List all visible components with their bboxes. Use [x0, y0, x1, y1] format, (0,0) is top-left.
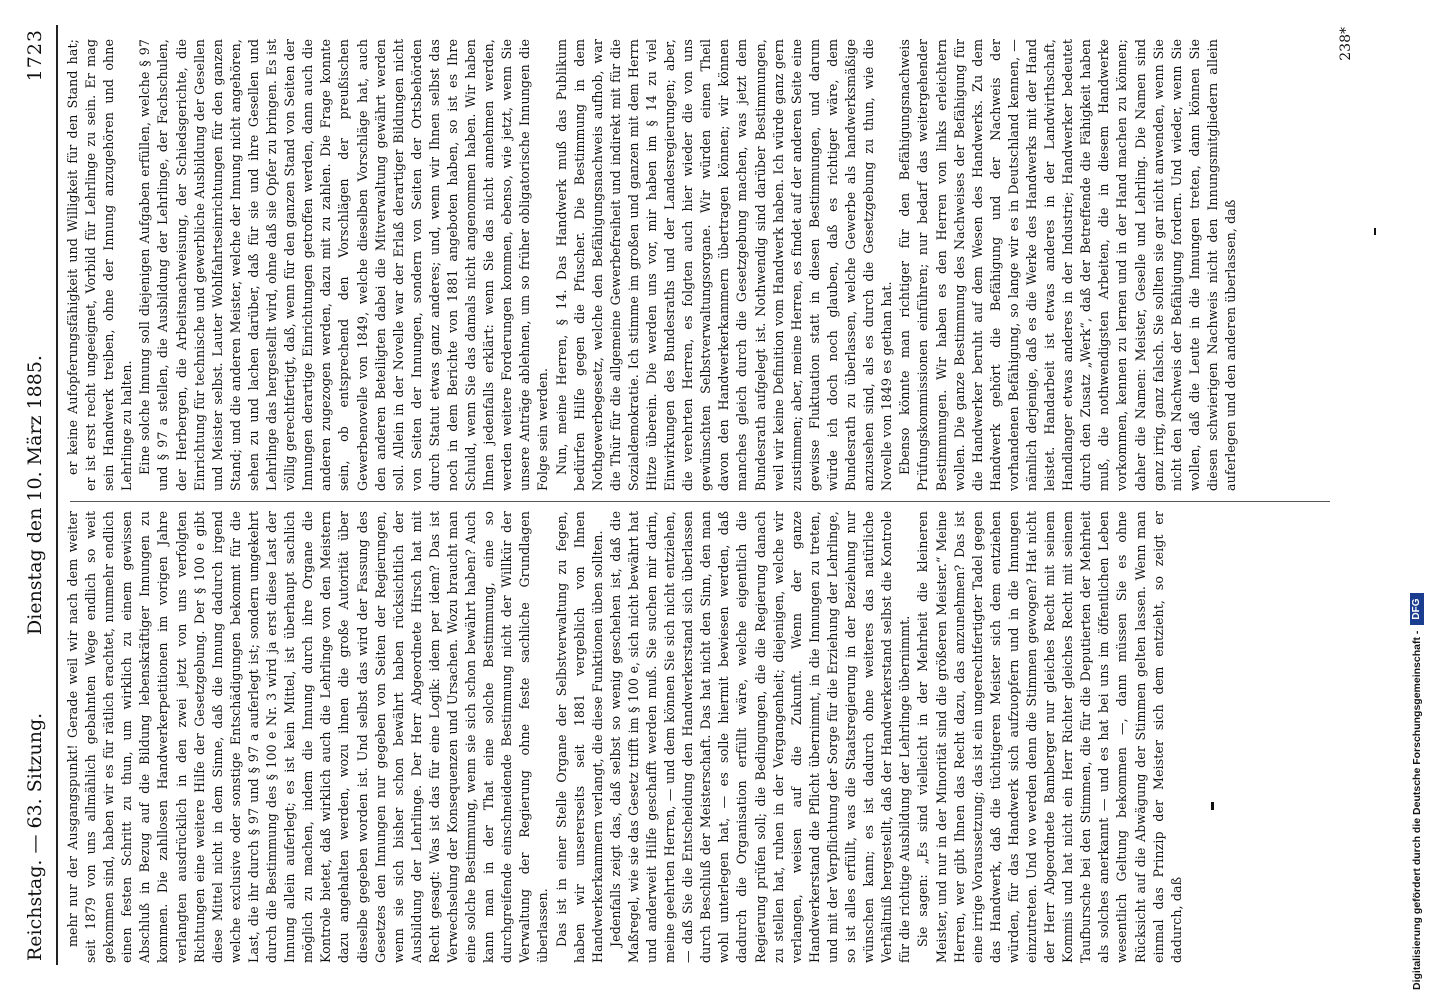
dfg-logo: DFG: [1410, 594, 1424, 625]
page-number: 1723: [24, 29, 46, 82]
scan-mark: [1211, 802, 1214, 810]
left-column: [64, 511, 1334, 963]
paragraph: Jedenfalls zeigt das, daß selbst so wenig geschehen ist, daß die Maßregel, wie sie das Gesetz trifft im § 100 e, sich nicht bewährt hat und anderweit Hilfe geschafft werden muß. Sie suchen mir darin, meine geehrten Herren, — und dem können Sie sich nicht entziehen, — daß Sie die Entscheidung den Handwerkerstand sich überlassen durch Beschluß der Meisterschaft. Das hat nicht den Sinn, den man wohl unterlegen hat, — es solle hiermit bewiesen werden, daß dadurch die Organisation erfüllt wäre, welche eigentlich die Regierung prüfen soll; die Bedingungen, die die Regierung danach zu stellen hat, ruhen in der Vergangenheit; diejenigen, welche wir verlangen, weisen auf die Zukunft. Wenn der ganze Handwerkerstand die Pflicht übernimmt, in die Innungen zu treten, und mit der Verpflichtung der Sorge für die Erziehung der Lehrlinge, so ist alles erfüllt, was die Staatsregierung in der Beziehung nur wünschen kann; es ist dadurch ohne weiteres das natürliche Verhältniß hergestellt, daß der Handwerkerstand selbst die Kontrole für die richtige Ausbildung der Lehrlinge übernimmt.: [607, 511, 913, 963]
header-date: Dienstag den 10. März 1885.: [24, 355, 46, 635]
dfg-label: [1406, 6, 1428, 994]
column-divider: [70, 501, 1330, 502]
header-left: Reichstag. — 63. Sitzung.: [24, 712, 46, 961]
rotated-page: [0, 15, 1380, 975]
paragraph: Sie sagen: „Es sind vielleicht in der Mehrheit die kleineren Meister, und nur in der Minorität sind die größeren Meister.“ Meine Herren, wer gibt Ihnen das Recht dazu, das anzunehmen? Das ist eine irrige Voraussetzung; das ist ein ungerechtfertigter Tadel gegen das Handwerk, daß die tüchtigeren Meister sich dem entziehen würden, für das Handwerk sich aufzuopfern und in die Innungen einzutreten. Und wo werden denn die Stimmen gewogen? Hat nicht der Herr Abgeordnete Bamberger nur gleiches Recht mit seinem Kommis und hat nicht ein Herr Richter gleiches Recht mit seinem Taufbursche bei den Stimmen, die für die Deputierten der Mehrheit als solches anerkannt — und es hat bei uns im öffentlichen Leben wesentlich Geltung bekommen —, dann müssen Sie es ohne Rücksicht auf die Abwägung der Stimmen gelten lassen. Wenn man einmal das Prinzip der Meister sich dem entzieht, so zeigt er dadurch, daß: [915, 511, 1184, 963]
paragraph: Eine solche Innung soll diejenigen Aufgaben erfüllen, welche § 97 und § 97 a stellen, die Ausbildung der Lehrlinge, der Fachschulen, der Herbergen, die Arbeitsnachweisung, der Schiedsgerichte, die Einrichtung für technische und gewerbliche Ausbildung der Gesellen und Meister selbst. Lauter Wohlfahrtseinrichtungen für den ganzen Stand; und die anderen Meister, welche der Innung nicht angehören, sehen zu und lachen darüber, daß für sie und ihre Gesellen und Lehrlinge das hergestellt wird, ohne daß sie Opfer zu bringen. Es ist völlig gerechtfertigt, daß, wenn für den ganzen Stand von Seiten der Innungen derartige Einrichtungen getroffen werden, dann auch die anderen zugezogen werden, dazu mit zu zahlen. Die Frage konnte sein, ob entsprechend den Vorschlägen der preußischen Gewerbenovelle von 1849, welche dieselben Vorschläge hat, auch den anderen Beteiligten dabei die Mitverwaltung gewährt werden soll. Allein in der Novelle war der Erlaß derartiger Bildungen nicht von Seiten der Innungen, sondern von Seiten der Ortsbehörden durch Statut etwas ganz anderes; und, wenn wir Ihnen selbst das noch in dem Berichte von 1881 angeboten haben, so ist es Ihre Schuld, wenn Sie das damals nicht angenommen haben. Wir haben Ihnen jedenfalls erklärt: wenn Sie das nicht annehmen werden, werden weitere Forderungen kommen, ebenso, wie jetzt, wenn Sie unsere Anträge ablehnen, um so früher obligatorische Innungen die Folge sein werden.: [137, 39, 551, 491]
right-column: [64, 39, 1334, 491]
paragraph: Das ist in einer Stelle Organe der Selbstverwaltung zu fegen, haben wir unsererseits seit 1881 vergeblich von Ihnen Handwerkerkammern verlangt, die diese Funktionen üben sollten.: [553, 511, 605, 963]
printer-signature: 238*: [1338, 27, 1354, 61]
scan-mark: [1374, 228, 1376, 235]
paragraph: Nun, meine Herren, § 14. Das Handwerk muß das Publikum bedürfen Hilfe gegen die Pfuscher. Die Bestimmung in dem Nothgewerbegesetz, welche den Befähigungsnachweis aufhob, war die Thür für die allgemeine Gewerbefreiheit und indirekt mit für die Sozialdemokratie. Ich stimme im großen und ganzen mit dem Herrn Hitze überein. Die werden uns vor, mir haben im § 14 zu viel Einwirkungen des Bundesraths und der Landesregierungen; aber, die verehrten Herren, es folgten auch hier wieder die von uns gewünschten Selbstverwaltungsorgane. Wir würden einen Theil davon den Handwerkerkammern übertragen können; wir können manches gleich durch die Gesetzgebung machen, was jetzt dem Bundesrath aufgelegt ist. Nothwendig sind darüber Bestimmungen, weil wir keine Definition vom Handwerk haben. Ich würde ganz gern zustimmen; aber, meine Herren, es findet auf der anderen Seite eine gewisse Fluktuation statt in diesen Bestimmungen, und darum würde ich doch noch glauben, daß es richtiger wäre, dem Bundesrath zu überlassen, welche Gewerbe als handwerksmäßige anzusehen sind, als es durch die Gesetzgebung zu thun, wie die Novelle von 1849 es gethan hat.: [553, 39, 895, 491]
header-rule: [56, 25, 58, 965]
page-header: [16, 29, 56, 961]
dfg-watermark: [1406, 6, 1428, 994]
paragraph: mehr nur der Ausgangspunkt! Gerade weil wir nach dem weiter seit 1879 von uns allmählich gebahnten Wege endlich so weit gekommen sind, haben wir es für rätlich erachtet, nunmehr endlich einen festen Schritt zu thun, um wirklich zu einem gewissen Abschluß in Bezug auf die Bildung lebenskräftiger Innungen zu kommen. Die zahllosen Handwerkerpetitionen im vorigen Jahre verlangten ausdrücklich in den zwei jetzt von uns verfolgten Richtungen eine weitere Hilfe der Gesetzgebung. Der § 100 e gibt diese Mittel nicht in dem Sinne, daß die Innung dadurch irgend welche exclusive oder sonstige Entschädigungen bekommt für die Last, die ihr durch § 97 und § 97 a auferlegt ist; sondern umgekehrt durch die Bestimmung des § 100 e Nr. 3 wird ja erst diese Last der Innung allein auferlegt; es ist kein Mittel, ist überhaupt sachlich möglich zu machen, indem die Innung durch ihre Organe die Kontrole bietet, daß wirklich auch die Lehrlinge von den Meistern dazu angehalten werden, wozu ihnen die große Autorität über dieselbe gegeben worden ist. Und selbst das wird der Fassung des Gesetzes den Innungen nur gegeben von Seiten der Regierungen, wenn sie sich bisher schon bewährt haben rücksichtlich der Ausbildung der Lehrlinge. Der Herr Abgeordnete Hirsch hat mit Recht gesagt: Was ist das für eine Logik: idem per idem? Das ist Verwechselung der Konsequenzen und Ursachen. Wozu braucht man eine solche Bestimmung, wenn sie sich schon bewährt haben? Auch kann man in der That eine solche Bestimmung, eine so durchgreifende einschneidende Bestimmung nicht der Willkür der Verwaltung der Regierung ohne feste sachliche Grundlagen überlassen.: [65, 511, 551, 963]
paragraph: Ebenso könnte man richtiger für den Befähigungsnachweis Prüfungskommissionen einführen; nur bedarf das weitergehender Bestimmungen. Wir haben es den Herren von links erleichtern wollen. Die ganze Bestimmung des Nachweises der Befähigung für die Handwerker beruht auf dem Wesen des Handwerks. Zu dem Handwerk gehört die Befähigung und der Nachweis der vorhandenen Befähigung, so lange wir es in Deutschland kennen, — nämlich derjenige, daß es die Werke des Handwerks mit der Hand leistet. Handarbeit ist etwas anderes in der Landwirthschaft, Handlanger etwas anderes in der Industrie; Handwerker bedeutet durch den Zusatz „Werk“, daß der Betreffende die Fähigkeit haben muß, die nothwendigsten Arbeiten, die in diesem Handwerke vorkommen, kennen zu lernen und in der Hand machen zu können; daher die Namen: Meister, Geselle und Lehrling. Die Namen sind ganz irrig, ganz falsch. Sie sollten sie gar nicht anwenden, wenn Sie nicht den Nachweis der Befähigung fordern. Und wieder, wenn Sie wollen, daß die Leute in die Innungen treten, dann können Sie diesen schwierigen Nachweis nicht den Innungsmitgliedern allein auferlegen und den anderen überlassen, daß: [897, 39, 1238, 491]
paragraph: er keine Aufopferungsfähigkeit und Willigkeit für den Stand hat; er ist erst recht ungeeignet, Vorbild für Lehrlinge zu sein. Er mag sein Handwerk treiben, ohne der Innung anzugehören und ohne Lehrlinge zu halten.: [65, 39, 135, 491]
dfg-text: Digitalisierung gefördert durch die Deutsche Forschungsgemeinschaft -: [1411, 630, 1423, 990]
